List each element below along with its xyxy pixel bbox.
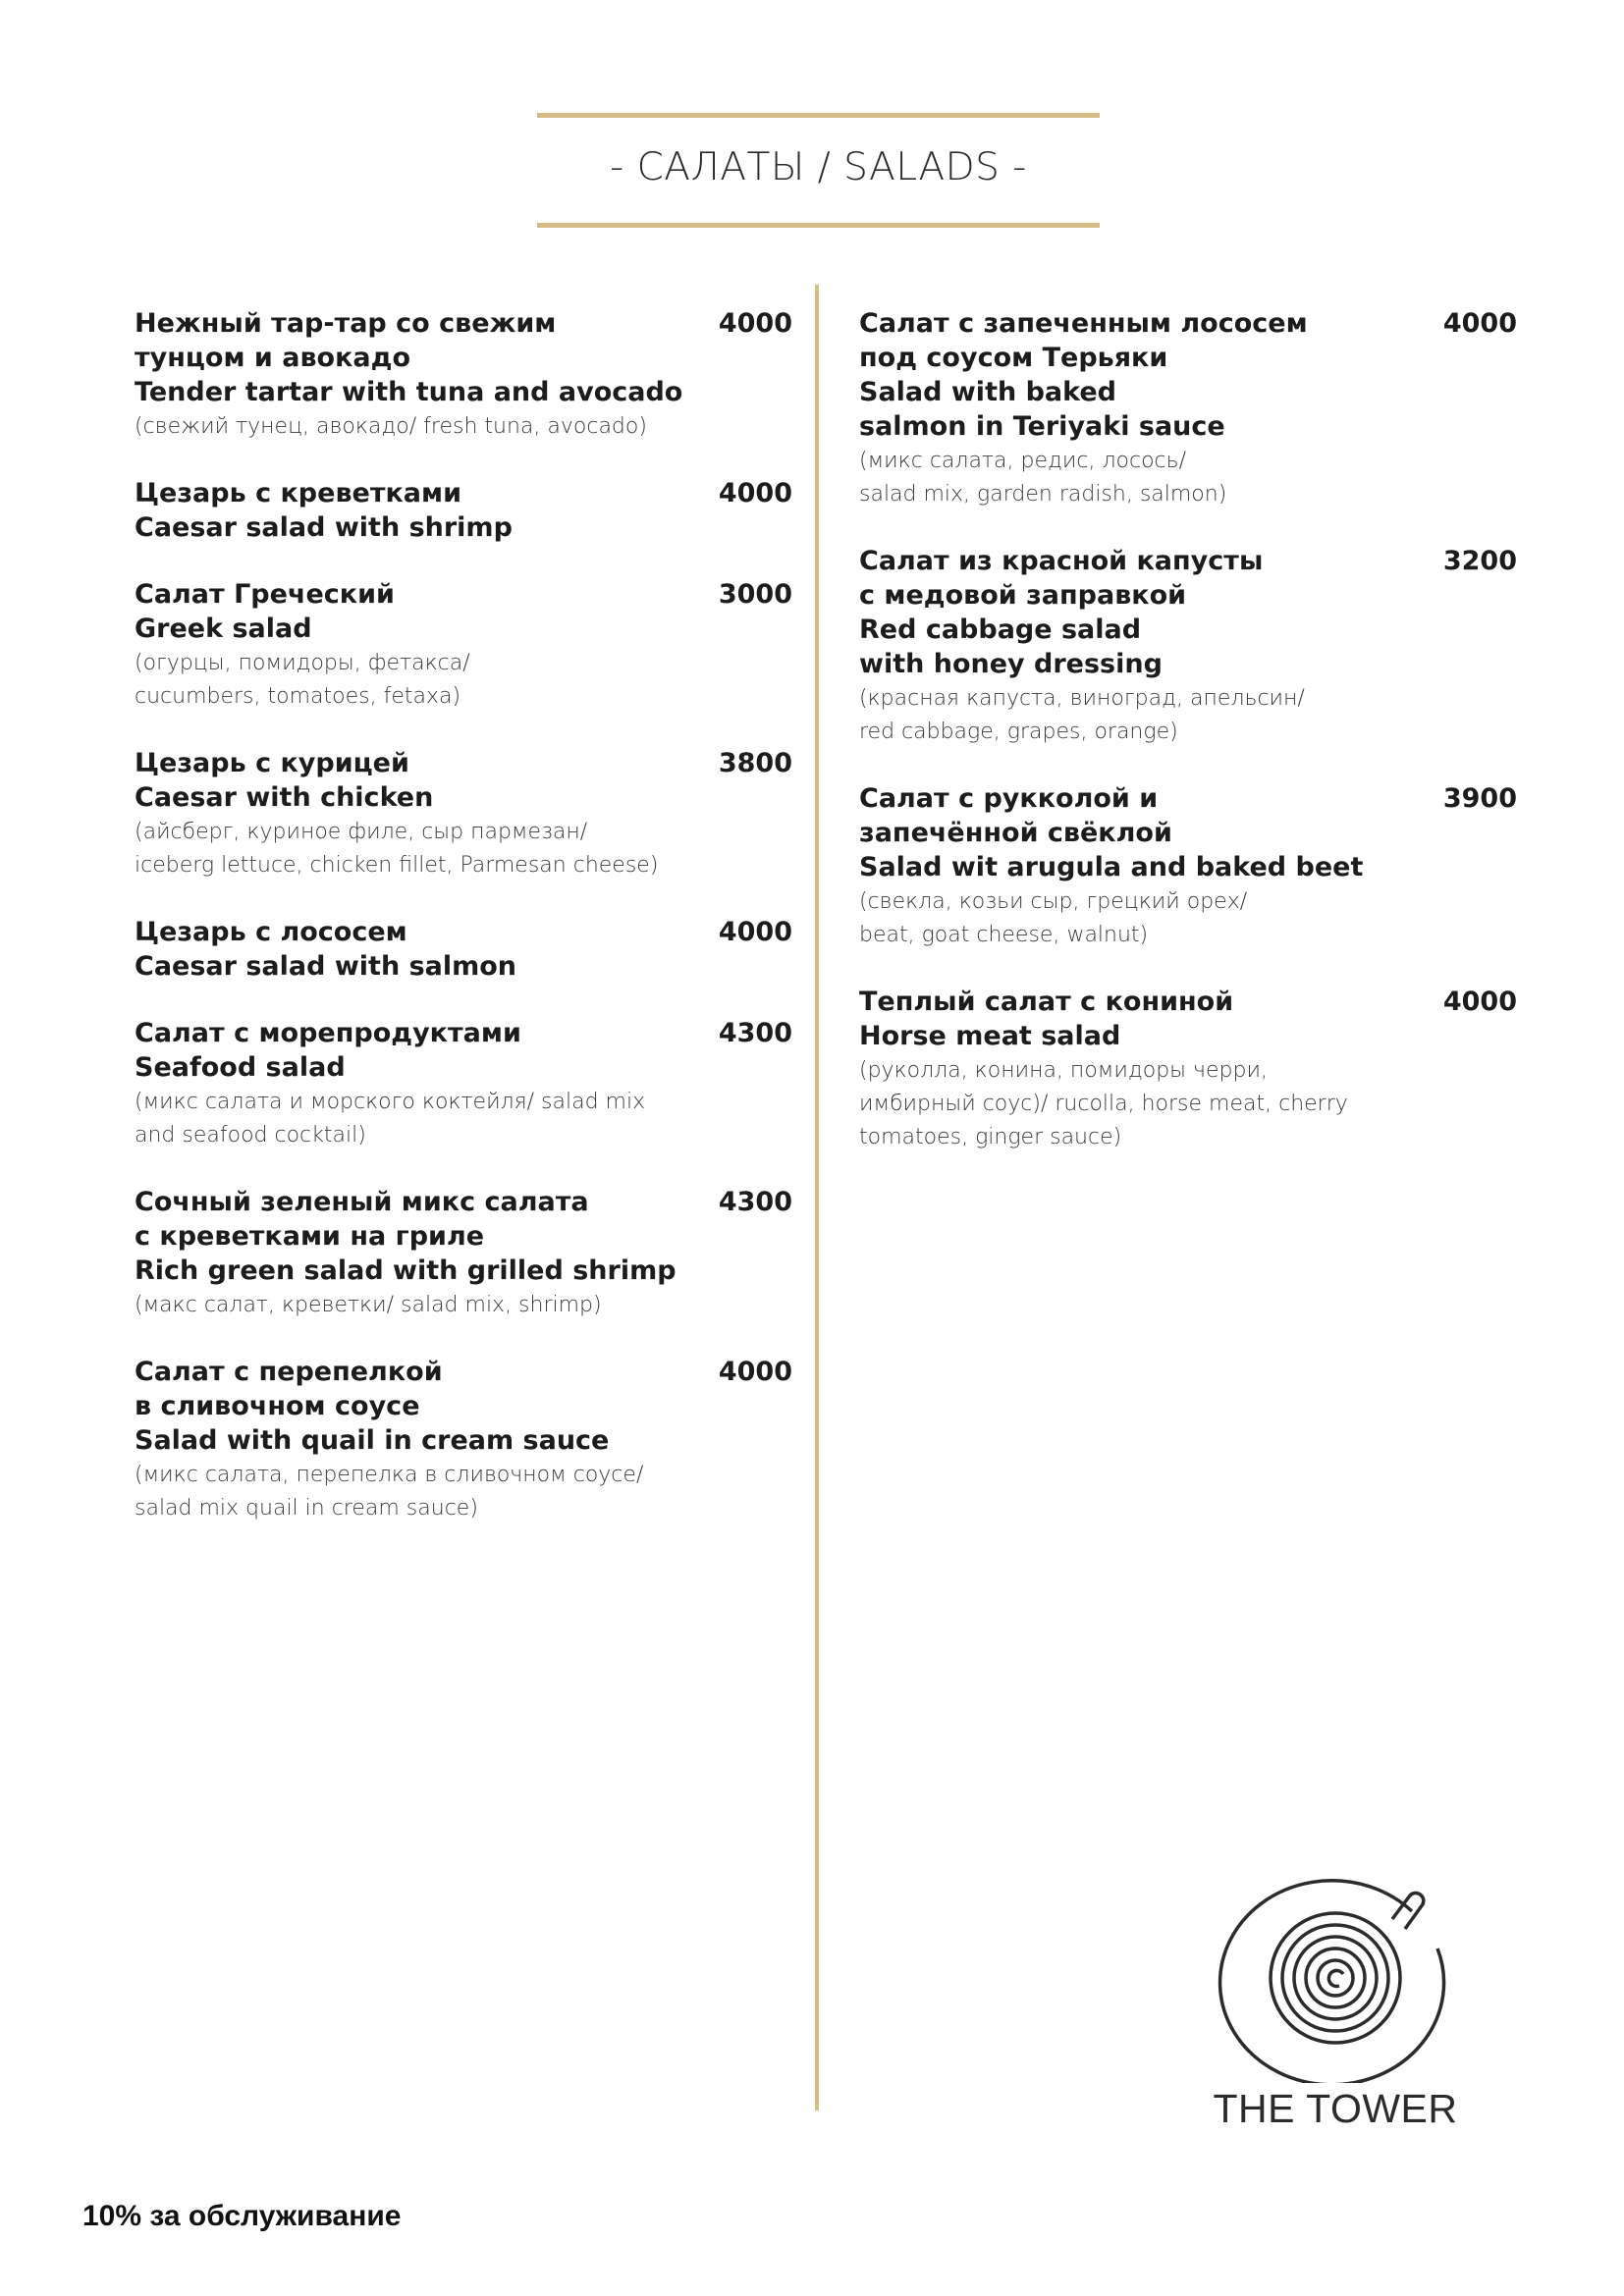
service-charge-note: 10% за обслуживание bbox=[82, 2200, 402, 2232]
menu-item bbox=[859, 306, 1517, 511]
menu-item-price: 3000 bbox=[718, 579, 792, 610]
menu-item-description: (макс салат, креветки/ salad mix, shrimp) bbox=[135, 1293, 602, 1317]
menu-item bbox=[859, 544, 1517, 749]
page-title: - САЛАТЫ / SALADS - bbox=[610, 145, 1027, 189]
menu-item-price: 4000 bbox=[718, 1357, 792, 1387]
menu-item-description: (руколла, конина, помидоры черри, имбирный соус)/ rucolla, horse meat, cherry tomatoes, ginger sauce) bbox=[859, 1058, 1348, 1149]
menu-item bbox=[135, 915, 792, 984]
menu-item-price: 4000 bbox=[718, 917, 792, 947]
right-menu-column bbox=[859, 306, 1517, 1154]
menu-item-name: Цезарь с креветками Caesar salad with shrimp bbox=[135, 478, 513, 543]
menu-item-name: Сочный зеленый микс салата с креветками на гриле Rich green salad with grilled shrimp bbox=[135, 1187, 677, 1286]
menu-item-description: (айсберг, куриное филе, сыр пармезан/ iceberg lettuce, chicken fillet, Parmesan cheese) bbox=[135, 820, 659, 878]
menu-item bbox=[135, 476, 792, 545]
menu-item bbox=[135, 1355, 792, 1525]
menu-item-description: (свекла, козьи сыр, грецкий орех/ beat, goat cheese, walnut) bbox=[859, 889, 1248, 947]
menu-item-name: Салат Греческий Greek salad bbox=[135, 579, 395, 644]
menu-item-name: Салат из красной капусты с медовой заправкой Red cabbage salad with honey dressing bbox=[859, 546, 1264, 679]
menu-item-description: (микс салата, редис, лосось/ salad mix, garden radish, salmon) bbox=[859, 449, 1227, 507]
menu-item-price: 4300 bbox=[718, 1187, 792, 1217]
menu-item bbox=[859, 985, 1517, 1154]
menu-item-price: 3900 bbox=[1442, 783, 1517, 814]
menu-item-name: Цезарь с лососем Caesar salad with salmon bbox=[135, 917, 517, 982]
menu-item bbox=[135, 746, 792, 882]
column-divider bbox=[815, 285, 819, 2110]
menu-item-price: 4000 bbox=[718, 478, 792, 508]
coffee-cup-spiral-icon bbox=[1210, 1872, 1461, 2083]
header-bottom-rule bbox=[537, 223, 1100, 228]
menu-item-name: Салат с морепродуктами Seafood salad bbox=[135, 1018, 521, 1083]
left-menu-column bbox=[135, 306, 792, 1525]
menu-item-description: (красная капуста, виноград, апельсин/ red cabbage, grapes, orange) bbox=[859, 686, 1305, 744]
brand-logo bbox=[1210, 1872, 1485, 2166]
menu-item-price: 4300 bbox=[718, 1018, 792, 1048]
menu-item bbox=[859, 781, 1517, 952]
menu-item-name: Салат с запеченным лососем под соусом Терьяки Salad with baked salmon in Teriyaki sauce bbox=[859, 308, 1308, 442]
menu-item bbox=[135, 577, 792, 714]
menu-item-price: 3200 bbox=[1442, 546, 1517, 576]
menu-item-name: Салат с рукколой и запечённой свёклой Salad wit arugula and baked beet bbox=[859, 783, 1364, 882]
menu-item-price: 4000 bbox=[718, 308, 792, 339]
menu-item-price: 4000 bbox=[1442, 308, 1517, 339]
menu-item-description: (огурцы, помидоры, фетакса/ cucumbers, tomatoes, fetaxa) bbox=[135, 651, 470, 709]
menu-item-name: Салат с перепелкой в сливочном соусе Salad with quail in cream sauce bbox=[135, 1357, 610, 1456]
menu-item-price: 4000 bbox=[1442, 987, 1517, 1017]
menu-item-name: Теплый салат с кониной Horse meat salad bbox=[859, 987, 1234, 1051]
menu-item-price: 3800 bbox=[718, 748, 792, 778]
menu-item bbox=[135, 306, 792, 444]
menu-item-name: Цезарь с курицей Caesar with chicken bbox=[135, 748, 434, 813]
menu-item bbox=[135, 1016, 792, 1152]
brand-name: THE TOWER bbox=[1213, 2086, 1458, 2131]
menu-item bbox=[135, 1185, 792, 1322]
menu-item-description: (микс салата, перепелка в сливочном соусе/ salad mix quail in cream sauce) bbox=[135, 1463, 644, 1521]
menu-item-name: Нежный тар-тар со свежим тунцом и авокадо Tender tartar with tuna and avocado bbox=[135, 308, 683, 407]
menu-item-description: (свежий тунец, авокадо/ fresh tuna, avocado) bbox=[135, 414, 647, 439]
header-top-rule bbox=[537, 113, 1100, 118]
menu-item-description: (микс салата и морского коктейля/ salad mix and seafood cocktail) bbox=[135, 1090, 646, 1148]
